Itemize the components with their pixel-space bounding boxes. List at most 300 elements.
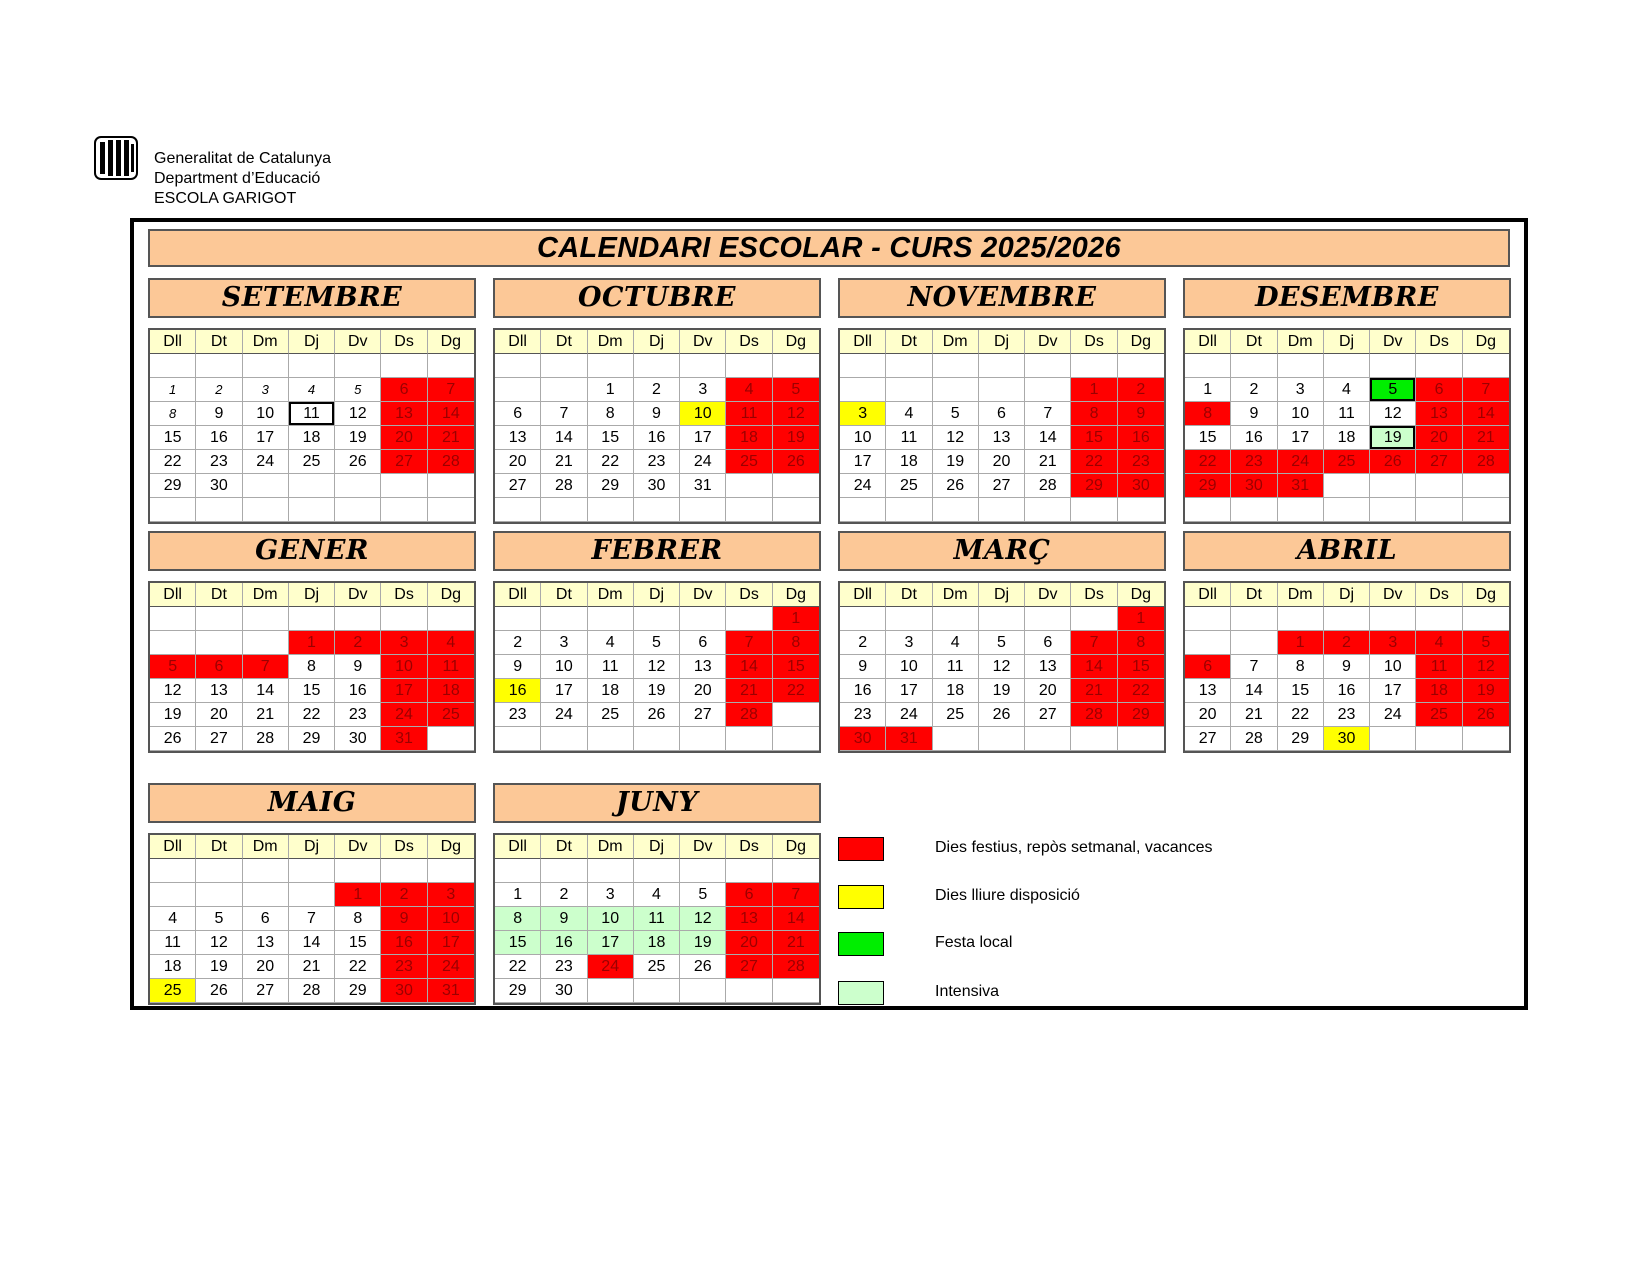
day-cell: 5 (933, 402, 979, 426)
empty-cell (773, 979, 819, 1003)
day-cell: 6 (495, 402, 541, 426)
day-cell: 5 (150, 655, 196, 679)
day-cell: 31 (680, 474, 726, 498)
day-cell: 1 (495, 883, 541, 907)
weekday-header: Dll (150, 583, 196, 607)
empty-cell (933, 498, 979, 522)
day-cell: 18 (289, 426, 335, 450)
day-cell: 1 (1071, 378, 1117, 402)
day-cell: 6 (726, 883, 772, 907)
empty-cell (1118, 354, 1164, 378)
empty-cell (588, 498, 634, 522)
month-grid (148, 328, 476, 524)
day-cell: 21 (1025, 450, 1071, 474)
day-cell: 30 (541, 979, 587, 1003)
weekday-header: Dt (886, 583, 932, 607)
empty-cell (1463, 474, 1509, 498)
weekday-header: Dt (196, 330, 242, 354)
org-line-2: Department d’Educació (154, 170, 321, 187)
day-cell: 22 (588, 450, 634, 474)
day-cell: 25 (1324, 450, 1370, 474)
day-cell: 9 (634, 402, 680, 426)
empty-cell (634, 727, 680, 751)
day-cell: 26 (196, 979, 242, 1003)
day-cell: 27 (243, 979, 289, 1003)
weekday-header: Dj (1324, 330, 1370, 354)
empty-cell (840, 354, 886, 378)
weekday-header: Dll (495, 583, 541, 607)
day-cell: 22 (150, 450, 196, 474)
day-cell: 24 (1370, 703, 1416, 727)
weekday-header: Dg (773, 583, 819, 607)
day-cell: 1 (588, 378, 634, 402)
day-cell: 14 (773, 907, 819, 931)
day-cell: 30 (196, 474, 242, 498)
day-cell: 13 (495, 426, 541, 450)
empty-cell (196, 354, 242, 378)
legend-item (838, 978, 1478, 1008)
day-cell: 15 (1185, 426, 1231, 450)
day-cell: 9 (1231, 402, 1277, 426)
day-cell: 7 (243, 655, 289, 679)
empty-cell (588, 607, 634, 631)
day-cell: 20 (1185, 703, 1231, 727)
day-cell: 13 (680, 655, 726, 679)
empty-cell (150, 607, 196, 631)
month-grid (148, 581, 476, 753)
empty-cell (680, 498, 726, 522)
day-cell: 25 (150, 979, 196, 1003)
day-cell: 31 (886, 727, 932, 751)
empty-cell (150, 883, 196, 907)
empty-cell (1370, 727, 1416, 751)
day-cell: 21 (1071, 679, 1117, 703)
day-cell: 2 (335, 631, 381, 655)
empty-cell (1185, 607, 1231, 631)
month-grid (838, 581, 1166, 753)
day-cell: 16 (335, 679, 381, 703)
empty-cell (1185, 354, 1231, 378)
day-cell: 13 (979, 426, 1025, 450)
day-cell: 1 (1278, 631, 1324, 655)
month-title: JUNY (493, 783, 821, 823)
day-cell: 24 (243, 450, 289, 474)
empty-cell (588, 354, 634, 378)
day-cell: 1 (289, 631, 335, 655)
empty-cell (680, 979, 726, 1003)
day-cell: 25 (428, 703, 474, 727)
empty-cell (1370, 354, 1416, 378)
weekday-header: Dt (541, 835, 587, 859)
weekday-header: Dll (840, 330, 886, 354)
weekday-header: Dv (680, 330, 726, 354)
day-cell: 12 (1463, 655, 1509, 679)
day-cell: 17 (381, 679, 427, 703)
day-cell: 4 (428, 631, 474, 655)
empty-cell (933, 378, 979, 402)
empty-cell (541, 378, 587, 402)
day-cell: 4 (1416, 631, 1462, 655)
empty-cell (773, 703, 819, 727)
day-cell: 15 (1118, 655, 1164, 679)
empty-cell (495, 727, 541, 751)
day-cell: 2 (840, 631, 886, 655)
empty-cell (634, 607, 680, 631)
empty-cell (1463, 498, 1509, 522)
day-cell: 11 (726, 402, 772, 426)
empty-cell (495, 859, 541, 883)
day-cell: 12 (979, 655, 1025, 679)
day-cell: 12 (680, 907, 726, 931)
day-cell: 10 (588, 907, 634, 931)
month-grid (493, 328, 821, 524)
day-cell: 25 (886, 474, 932, 498)
weekday-header: Dg (1118, 583, 1164, 607)
empty-cell (495, 378, 541, 402)
empty-cell (1071, 607, 1117, 631)
day-cell: 21 (1231, 703, 1277, 727)
weekday-header: Dg (773, 330, 819, 354)
day-cell: 20 (196, 703, 242, 727)
day-cell: 31 (381, 727, 427, 751)
day-cell: 12 (335, 402, 381, 426)
empty-cell (381, 474, 427, 498)
weekday-header: Ds (1416, 330, 1462, 354)
legend-item (838, 834, 1478, 864)
day-cell: 30 (1118, 474, 1164, 498)
day-cell: 8 (1071, 402, 1117, 426)
empty-cell (979, 378, 1025, 402)
legend-swatch (838, 932, 884, 956)
legend-swatch (838, 837, 884, 861)
empty-cell (289, 859, 335, 883)
weekday-header: Dj (634, 583, 680, 607)
day-cell: 16 (634, 426, 680, 450)
day-cell: 27 (1185, 727, 1231, 751)
day-cell: 12 (634, 655, 680, 679)
month-abril (1183, 531, 1511, 753)
empty-cell (634, 979, 680, 1003)
day-cell: 4 (150, 907, 196, 931)
weekday-header: Dt (196, 583, 242, 607)
weekday-header: Dv (1025, 583, 1071, 607)
day-cell: 28 (428, 450, 474, 474)
empty-cell (243, 607, 289, 631)
month-title: SETEMBRE (148, 278, 476, 318)
empty-cell (335, 498, 381, 522)
empty-cell (1231, 354, 1277, 378)
empty-cell (1463, 607, 1509, 631)
weekday-header: Dj (979, 583, 1025, 607)
day-cell: 3 (680, 378, 726, 402)
weekday-header: Dv (1025, 330, 1071, 354)
day-cell: 24 (1278, 450, 1324, 474)
day-cell: 11 (1416, 655, 1462, 679)
day-cell: 15 (773, 655, 819, 679)
day-cell: 10 (381, 655, 427, 679)
day-cell: 11 (933, 655, 979, 679)
day-cell: 24 (381, 703, 427, 727)
empty-cell (1416, 727, 1462, 751)
day-cell: 21 (1463, 426, 1509, 450)
day-cell: 30 (1324, 727, 1370, 751)
empty-cell (150, 354, 196, 378)
day-cell: 28 (1463, 450, 1509, 474)
day-cell: 31 (1278, 474, 1324, 498)
day-cell: 7 (1071, 631, 1117, 655)
day-cell: 16 (541, 931, 587, 955)
day-cell: 21 (243, 703, 289, 727)
month-maig (148, 783, 476, 1005)
empty-cell (726, 498, 772, 522)
day-cell: 27 (979, 474, 1025, 498)
day-cell: 22 (1118, 679, 1164, 703)
day-cell: 7 (726, 631, 772, 655)
month-juny (493, 783, 821, 1005)
empty-cell (1278, 354, 1324, 378)
legend-swatch (838, 981, 884, 1005)
day-cell: 28 (541, 474, 587, 498)
day-cell: 24 (680, 450, 726, 474)
empty-cell (428, 498, 474, 522)
empty-cell (634, 498, 680, 522)
day-cell: 26 (979, 703, 1025, 727)
day-cell: 29 (1278, 727, 1324, 751)
weekday-header: Ds (726, 583, 772, 607)
day-cell: 21 (541, 450, 587, 474)
day-cell: 14 (243, 679, 289, 703)
day-cell: 10 (541, 655, 587, 679)
day-cell: 13 (726, 907, 772, 931)
day-cell: 23 (196, 450, 242, 474)
day-cell: 24 (840, 474, 886, 498)
day-cell: 3 (1370, 631, 1416, 655)
day-cell: 30 (381, 979, 427, 1003)
day-cell: 5 (979, 631, 1025, 655)
weekday-header: Ds (1071, 583, 1117, 607)
day-cell: 8 (1185, 402, 1231, 426)
day-cell: 20 (1025, 679, 1071, 703)
month-grid (493, 581, 821, 753)
day-cell: 13 (243, 931, 289, 955)
weekday-header: Dll (495, 835, 541, 859)
day-cell: 15 (335, 931, 381, 955)
empty-cell (1370, 607, 1416, 631)
month-title: NOVEMBRE (838, 278, 1166, 318)
month-novembre (838, 278, 1166, 524)
day-cell: 18 (933, 679, 979, 703)
empty-cell (634, 859, 680, 883)
weekday-header: Dm (933, 330, 979, 354)
day-cell: 27 (680, 703, 726, 727)
empty-cell (979, 607, 1025, 631)
day-cell: 22 (1278, 703, 1324, 727)
day-cell: 22 (495, 955, 541, 979)
day-cell: 27 (726, 955, 772, 979)
day-cell: 23 (634, 450, 680, 474)
day-cell: 7 (428, 378, 474, 402)
day-cell: 5 (773, 378, 819, 402)
weekday-header: Dg (428, 583, 474, 607)
empty-cell (1278, 498, 1324, 522)
weekday-header: Dll (495, 330, 541, 354)
month-title: MARÇ (838, 531, 1166, 571)
calendar-title: CALENDARI ESCOLAR - CURS 2025/2026 (148, 229, 1510, 267)
empty-cell (335, 474, 381, 498)
weekday-header: Dm (588, 583, 634, 607)
empty-cell (541, 727, 587, 751)
day-cell: 6 (1185, 655, 1231, 679)
empty-cell (773, 474, 819, 498)
empty-cell (886, 378, 932, 402)
month-grid (148, 833, 476, 1005)
day-cell: 29 (335, 979, 381, 1003)
legend-label: Festa local (935, 934, 1013, 951)
day-cell: 30 (335, 727, 381, 751)
empty-cell (979, 354, 1025, 378)
day-cell: 2 (1231, 378, 1277, 402)
day-cell: 23 (541, 955, 587, 979)
empty-cell (1025, 354, 1071, 378)
weekday-header: Dll (150, 835, 196, 859)
day-cell: 23 (495, 703, 541, 727)
day-cell: 17 (840, 450, 886, 474)
weekday-header: Dt (196, 835, 242, 859)
weekday-header: Dt (1231, 330, 1277, 354)
day-cell: 3 (1278, 378, 1324, 402)
day-cell: 12 (1370, 402, 1416, 426)
day-cell: 9 (196, 402, 242, 426)
day-cell: 29 (1185, 474, 1231, 498)
empty-cell (335, 354, 381, 378)
day-cell: 20 (495, 450, 541, 474)
weekday-header: Ds (1416, 583, 1462, 607)
empty-cell (1463, 354, 1509, 378)
day-cell: 21 (773, 931, 819, 955)
day-cell: 27 (1025, 703, 1071, 727)
day-cell: 4 (933, 631, 979, 655)
day-cell: 17 (886, 679, 932, 703)
empty-cell (1025, 607, 1071, 631)
empty-cell (196, 607, 242, 631)
day-cell: 29 (150, 474, 196, 498)
day-cell: 15 (150, 426, 196, 450)
month-setembre (148, 278, 476, 524)
weekday-header: Dll (150, 330, 196, 354)
weekday-header: Ds (381, 835, 427, 859)
day-cell: 3 (428, 883, 474, 907)
weekday-header: Dg (1463, 583, 1509, 607)
weekday-header: Dj (634, 330, 680, 354)
empty-cell (1071, 727, 1117, 751)
empty-cell (1185, 498, 1231, 522)
day-cell: 19 (196, 955, 242, 979)
empty-cell (150, 498, 196, 522)
day-cell: 23 (1324, 703, 1370, 727)
day-cell: 9 (541, 907, 587, 931)
day-cell: 6 (243, 907, 289, 931)
empty-cell (840, 378, 886, 402)
empty-cell (495, 498, 541, 522)
day-cell: 29 (588, 474, 634, 498)
weekday-header: Dv (335, 330, 381, 354)
empty-cell (541, 354, 587, 378)
day-cell: 4 (1324, 378, 1370, 402)
day-cell: 17 (1370, 679, 1416, 703)
day-cell: 3 (840, 402, 886, 426)
weekday-header: Dg (428, 835, 474, 859)
month-title: OCTUBRE (493, 278, 821, 318)
weekday-header: Dm (588, 330, 634, 354)
day-cell: 12 (196, 931, 242, 955)
day-cell: 3 (886, 631, 932, 655)
day-cell: 7 (773, 883, 819, 907)
month-octubre (493, 278, 821, 524)
empty-cell (886, 607, 932, 631)
org-line-1: Generalitat de Catalunya (154, 150, 331, 167)
day-cell: 25 (634, 955, 680, 979)
weekday-header: Dm (243, 330, 289, 354)
empty-cell (933, 607, 979, 631)
organization-name (154, 149, 331, 209)
day-cell: 20 (1416, 426, 1462, 450)
weekday-header: Dj (1324, 583, 1370, 607)
month-title: MAIG (148, 783, 476, 823)
weekday-header: Dt (541, 330, 587, 354)
day-cell: 18 (1416, 679, 1462, 703)
empty-cell (1324, 354, 1370, 378)
day-cell: 3 (541, 631, 587, 655)
day-cell: 28 (289, 979, 335, 1003)
empty-cell (541, 607, 587, 631)
day-cell: 9 (335, 655, 381, 679)
weekday-header: Ds (381, 330, 427, 354)
day-cell: 23 (840, 703, 886, 727)
day-cell: 2 (196, 378, 242, 402)
day-cell: 24 (541, 703, 587, 727)
weekday-header: Dt (886, 330, 932, 354)
day-cell: 1 (773, 607, 819, 631)
day-cell: 19 (150, 703, 196, 727)
empty-cell (1416, 354, 1462, 378)
day-cell: 22 (335, 955, 381, 979)
day-cell: 14 (1025, 426, 1071, 450)
org-line-3: ESCOLA GARIGOT (154, 190, 297, 207)
empty-cell (381, 498, 427, 522)
day-cell: 1 (1185, 378, 1231, 402)
weekday-header: Dll (1185, 583, 1231, 607)
empty-cell (1231, 607, 1277, 631)
day-cell: 7 (1231, 655, 1277, 679)
day-cell: 2 (495, 631, 541, 655)
empty-cell (150, 859, 196, 883)
day-cell: 24 (428, 955, 474, 979)
day-cell: 28 (1071, 703, 1117, 727)
day-cell: 4 (588, 631, 634, 655)
empty-cell (588, 859, 634, 883)
weekday-header: Dv (335, 835, 381, 859)
empty-cell (243, 883, 289, 907)
day-cell: 15 (289, 679, 335, 703)
day-cell: 10 (243, 402, 289, 426)
day-cell: 25 (588, 703, 634, 727)
day-cell: 22 (1071, 450, 1117, 474)
empty-cell (979, 727, 1025, 751)
legend-label: Dies festius, repòs setmanal, vacances (935, 839, 1213, 856)
day-cell: 28 (1025, 474, 1071, 498)
day-cell: 11 (1324, 402, 1370, 426)
empty-cell (1370, 498, 1416, 522)
